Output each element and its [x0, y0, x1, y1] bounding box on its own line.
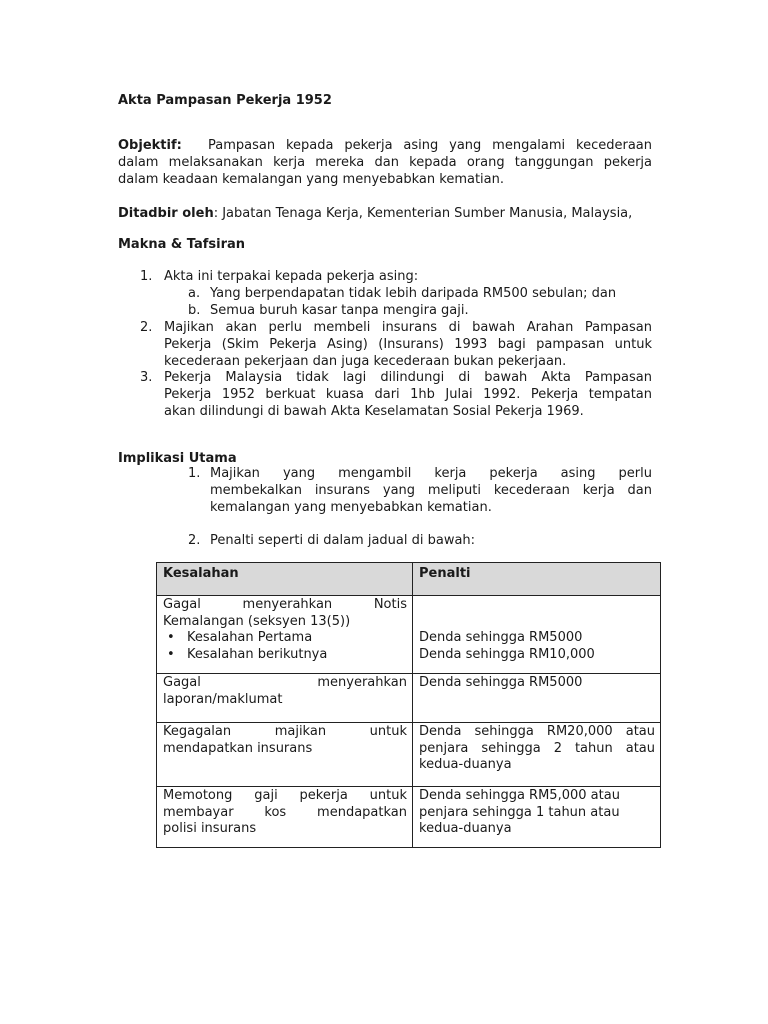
row1-bullet-list: [163, 630, 407, 663]
objektif-label: [118, 138, 182, 155]
row1-k-line-2: Kemalangan (seksyen 13(5)): [163, 613, 351, 629]
ditadbir-label: Ditadbir oleh: [118, 206, 214, 221]
implikasi-item-2-text: Penalti seperti di dalam jadual di bawah:: [210, 533, 476, 548]
makna-subitem-a-text: Yang berpendapatan tidak lebih daripada RM500 sebulan; dan: [210, 286, 617, 301]
row2-p-line-1: Denda sehingga RM5000: [419, 675, 583, 690]
row4-p-line-1: Denda sehingga RM5,000 atau: [419, 788, 620, 803]
implikasi-item-1-number: 1.: [188, 466, 201, 481]
row3-k-line-1: Kegagalan majikan untuk: [163, 724, 407, 739]
table-row: [157, 674, 661, 723]
penalty-table: [156, 562, 661, 848]
makna-item-3-line-1: Pekerja Malaysia tidak lagi dilindungi di bawah Akta Pampasan: [164, 370, 652, 385]
makna-subitem-b-text: Semua buruh kasar tanpa mengira gaji.: [210, 303, 469, 318]
row3-p-line-2: penjara sehingga 2 tahun atau: [419, 740, 655, 756]
makna-item-2-number: 2.: [140, 320, 153, 335]
row1-bullet-1: • Kesalahan Pertama: [163, 630, 407, 647]
implikasi-item-1-line-2: membekalkan insurans yang meliputi kecederaan kerja dan: [210, 483, 652, 498]
makna-heading-text: Makna & Tafsiran: [118, 237, 246, 252]
makna-item-2-line-2: Pekerja (Skim Pekerja Asing) (Insurans) 1993 bagi pampasan untuk: [164, 337, 652, 352]
row2-k-line-1: Gagal menyerahkan: [163, 675, 407, 690]
row1-penalti: [413, 596, 661, 674]
row1-bullet-2: • Kesalahan berikutnya: [163, 647, 407, 664]
objektif-line-3: dalam keadaan kemalangan yang menyebabkan kematian.: [118, 172, 505, 187]
row1-k-line-1: Gagal menyerahkan Notis: [163, 597, 407, 612]
makna-heading: [118, 237, 245, 254]
header-penalti: Penalti: [413, 563, 661, 596]
row3-kesalahan: [157, 723, 413, 787]
implikasi-item-2-number: 2.: [188, 533, 201, 548]
row1-p-line-1: Denda sehingga RM5000: [419, 630, 583, 645]
ditadbir-text: : Jabatan Tenaga Kerja, Kementerian Sumber Manusia, Malaysia,: [213, 206, 633, 221]
table-row: [157, 787, 661, 848]
row4-k-line-2: membayar kos mendapatkan: [163, 804, 407, 820]
makna-item-3-line-2: Pekerja 1952 berkuat kuasa dari 1hb Julai 1992. Pekerja tempatan: [164, 387, 652, 402]
makna-item-1-number: 1.: [140, 269, 153, 284]
row4-k-line-3: polisi insurans: [163, 821, 257, 836]
table-row: [157, 596, 661, 674]
row4-p-line-2: penjara sehingga 1 tahun atau: [419, 804, 620, 820]
row3-penalti: [413, 723, 661, 787]
row4-k-line-1: Memotong gaji pekerja untuk: [163, 788, 407, 803]
title-text: Akta Pampasan Pekerja 1952: [118, 93, 332, 108]
implikasi-item-1-line-1: Majikan yang mengambil kerja pekerja asing perlu: [210, 466, 652, 481]
makna-subitem-a-letter: a.: [188, 286, 201, 301]
row2-penalti: [413, 674, 661, 723]
header-kesalahan: Kesalahan: [157, 563, 413, 596]
document-title: [118, 93, 332, 110]
row1-p-line-2: Denda sehingga RM10,000: [419, 646, 595, 662]
table-header-row: [157, 563, 661, 596]
makna-item-3-number: 3.: [140, 370, 153, 385]
implikasi-heading-text: Implikasi Utama: [118, 451, 237, 466]
row3-p-line-1: Denda sehingga RM20,000 atau: [419, 724, 655, 739]
row4-penalti: [413, 787, 661, 848]
row3-p-line-3: kedua-duanya: [419, 757, 512, 772]
ditadbir-line: [118, 206, 678, 223]
table-row: [157, 723, 661, 787]
row2-kesalahan: [157, 674, 413, 723]
makna-item-3-line-3: akan dilindungi di bawah Akta Keselamatan Sosial Pekerja 1969.: [164, 404, 584, 419]
row1-kesalahan: [157, 596, 413, 674]
makna-item-2-line-3: kecederaan pekerjaan dan juga kecederaan bukan pekerjaan.: [164, 354, 567, 369]
row4-kesalahan: [157, 787, 413, 848]
makna-subitem-b-letter: b.: [188, 303, 201, 318]
objektif-line-1: Pampasan kepada pekerja asing yang mengalami kecederaan: [208, 138, 652, 153]
makna-item-2-line-1: Majikan akan perlu membeli insurans di bawah Arahan Pampasan: [164, 320, 652, 335]
row2-k-line-2: laporan/maklumat: [163, 691, 283, 707]
makna-item-1-text: Akta ini terpakai kepada pekerja asing:: [164, 269, 419, 284]
row3-k-line-2: mendapatkan insurans: [163, 740, 313, 756]
objektif-line-2: dalam melaksanakan kerja mereka dan kepada orang tanggungan pekerja: [118, 155, 652, 170]
objektif-label-text: Objektif:: [118, 138, 182, 153]
row4-p-line-3: kedua-duanya: [419, 821, 512, 836]
implikasi-item-1-line-3: kemalangan yang menyebabkan kematian.: [210, 500, 492, 515]
